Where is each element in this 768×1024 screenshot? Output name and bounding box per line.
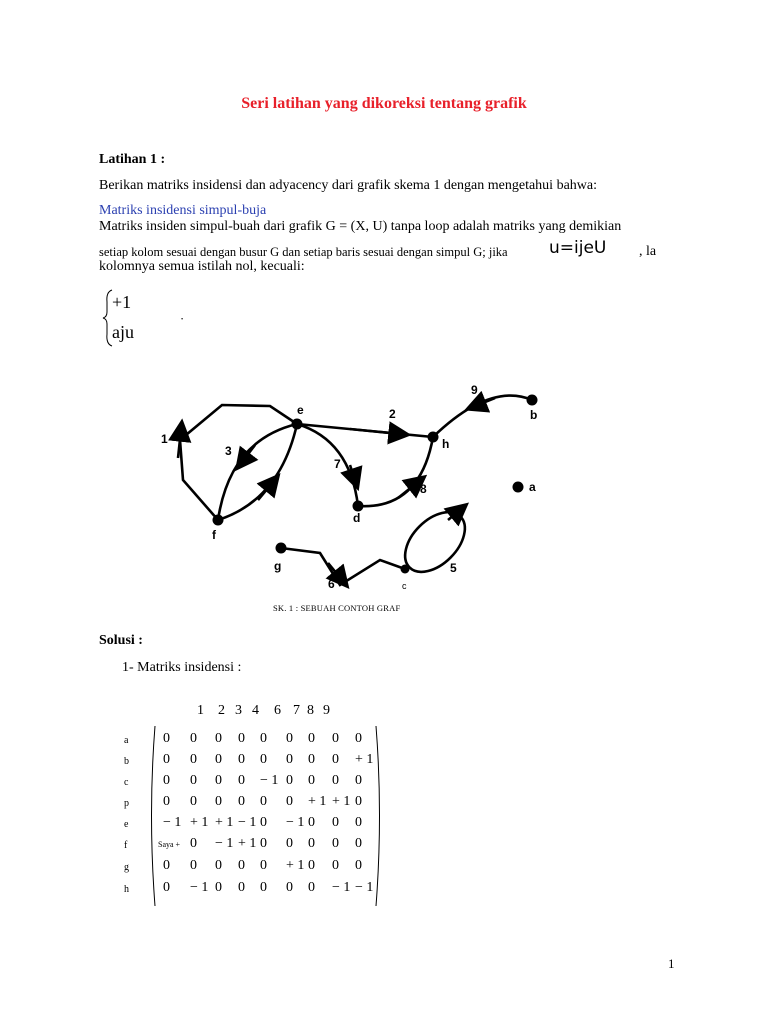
matrix-cell: 0 — [355, 731, 362, 746]
matrix-row-label: b — [124, 756, 129, 767]
label-edge-4: 4 — [264, 479, 271, 493]
matrix-brackets — [100, 700, 400, 910]
paragraph-line-3: kolomnya semua istilah nol, kecuali: — [99, 259, 305, 274]
matrix-cell: 0 — [286, 880, 293, 895]
matrix-cell: 0 — [238, 794, 245, 809]
graph-figure — [150, 370, 570, 600]
matrix-cell: 0 — [286, 773, 293, 788]
matrix-cell: + 1 — [215, 815, 234, 830]
matrix-cell: 0 — [355, 794, 362, 809]
page-number: 1 — [668, 956, 675, 971]
subheading-link[interactable]: Matriks insidensi simpul-buja — [99, 203, 267, 218]
matrix-row-label: a — [124, 735, 129, 746]
incidence-matrix — [100, 700, 400, 910]
matrix-cell: 0 — [308, 836, 315, 851]
matrix-cell: 0 — [215, 794, 222, 809]
label-edge-6: 6 — [328, 577, 335, 591]
formula-inline: u=ijeU — [549, 238, 607, 258]
exercise-heading: Latihan 1 : — [99, 152, 166, 167]
matrix-cell: 0 — [215, 858, 222, 873]
label-node-f: f — [212, 528, 216, 542]
label-edge-9: 9 — [471, 383, 478, 397]
matrix-cell: 0 — [190, 794, 197, 809]
matrix-col-header: 3 — [235, 703, 242, 718]
edge-6 — [281, 548, 405, 585]
matrix-col-header: 1 — [197, 703, 204, 718]
matrix-cell: + 1 — [190, 815, 209, 830]
edge-7 — [297, 424, 358, 506]
matrix-cell: 0 — [215, 752, 222, 767]
matrix-cell: − 1 — [286, 815, 305, 830]
matrix-cell: 0 — [332, 836, 339, 851]
edge-4 — [218, 424, 297, 520]
matrix-cell: 0 — [260, 858, 267, 873]
solution-heading: Solusi : — [99, 633, 143, 648]
matrix-cell: 0 — [190, 773, 197, 788]
matrix-row-label: h — [124, 884, 129, 895]
matrix-cell: 0 — [163, 731, 170, 746]
label-edge-2: 2 — [389, 407, 396, 421]
matrix-cell: 0 — [215, 773, 222, 788]
matrix-cell: 0 — [286, 731, 293, 746]
matrix-cell: + 1 — [355, 752, 374, 767]
matrix-cell: + 1 — [238, 836, 257, 851]
node-e — [292, 419, 303, 430]
matrix-col-header: 7 — [293, 703, 300, 718]
case-plus-one: +1 — [112, 292, 132, 312]
matrix-cell: 0 — [190, 752, 197, 767]
matrix-cell: 0 — [238, 880, 245, 895]
matrix-cell: 0 — [260, 815, 267, 830]
matrix-cell: 0 — [163, 880, 170, 895]
node-h — [428, 432, 439, 443]
matrix-cell: Saya + — [158, 840, 181, 849]
matrix-cell: 0 — [332, 815, 339, 830]
matrix-row-label: c — [124, 777, 129, 788]
matrix-row-label: e — [124, 819, 129, 830]
matrix-cell: 0 — [308, 880, 315, 895]
matrix-cell: 0 — [286, 794, 293, 809]
paragraph-line-2: setiap kolom sesuai dengan busur G dan setiap baris sesuai dengan simpul G; jika — [99, 245, 508, 259]
matrix-cell: 0 — [260, 794, 267, 809]
matrix-cell: 0 — [260, 731, 267, 746]
label-node-a: a — [529, 480, 536, 494]
matrix-cell: 0 — [215, 731, 222, 746]
label-node-c: c — [402, 581, 407, 591]
matrix-cell: 0 — [190, 858, 197, 873]
label-edge-3: 3 — [225, 444, 232, 458]
figure-caption: SK. 1 : SEBUAH CONTOH GRAF — [273, 603, 401, 613]
matrix-cell: 0 — [238, 731, 245, 746]
matrix-cell: 0 — [238, 858, 245, 873]
matrix-cell: − 1 — [190, 880, 209, 895]
node-b — [527, 395, 538, 406]
label-edge-1: 1 — [161, 432, 168, 446]
matrix-cell: 0 — [190, 836, 197, 851]
matrix-cell: 0 — [163, 752, 170, 767]
matrix-cell: 0 — [308, 752, 315, 767]
matrix-row-label: p — [124, 798, 129, 809]
matrix-cell: + 1 — [332, 794, 351, 809]
node-a — [513, 482, 524, 493]
matrix-col-header: 2 — [218, 703, 225, 718]
matrix-cell: 0 — [355, 858, 362, 873]
case-dot: · — [180, 312, 185, 326]
matrix-cell: − 1 — [215, 836, 234, 851]
matrix-cell: 0 — [332, 731, 339, 746]
label-node-d: d — [353, 511, 361, 525]
paragraph-line-2-end: , la — [639, 244, 657, 259]
node-d — [353, 501, 364, 512]
matrix-cell: 0 — [286, 836, 293, 851]
matrix-cell: − 1 — [332, 880, 351, 895]
matrix-col-header: 4 — [252, 703, 259, 718]
matrix-cell: 0 — [355, 815, 362, 830]
edge-3 — [218, 424, 297, 520]
matrix-col-header: 9 — [323, 703, 330, 718]
matrix-cell: 0 — [355, 836, 362, 851]
matrix-cell: + 1 — [286, 858, 305, 873]
matrix-cell: 0 — [260, 836, 267, 851]
matrix-cell: 0 — [308, 773, 315, 788]
matrix-cell: 0 — [308, 731, 315, 746]
matrix-cell: 0 — [308, 858, 315, 873]
page-title: Seri latihan yang dikoreksi tentang grafik — [241, 95, 527, 112]
matrix-cell: 0 — [238, 752, 245, 767]
label-node-g: g — [274, 559, 282, 573]
case-aju: aju — [112, 322, 134, 342]
matrix-cell: 0 — [260, 880, 267, 895]
matrix-cell: 0 — [238, 773, 245, 788]
matrix-cell: 0 — [355, 773, 362, 788]
matrix-right-bracket — [376, 726, 380, 906]
node-f — [213, 515, 224, 526]
matrix-cell: 0 — [308, 815, 315, 830]
label-node-b: b — [530, 408, 538, 422]
matrix-col-header: 6 — [274, 703, 281, 718]
matrix-col-header: 8 — [307, 703, 314, 718]
label-edge-8: 8 — [420, 482, 427, 496]
matrix-cell: − 1 — [355, 880, 374, 895]
label-node-h: h — [442, 437, 450, 451]
matrix-left-bracket — [152, 726, 156, 906]
matrix-cell: − 1 — [238, 815, 257, 830]
matrix-cell: 0 — [163, 794, 170, 809]
instruction-text: Berikan matriks insidensi dan adyacency dari grafik skema 1 dengan mengetahui bahwa: — [99, 178, 597, 193]
matrix-cell: 0 — [332, 858, 339, 873]
label-node-e: e — [297, 403, 304, 417]
paragraph-line-1: Matriks insiden simpul-buah dari grafik G = (X, U) tanpa loop adalah matriks yang demikian — [99, 219, 622, 234]
matrix-cell: − 1 — [260, 773, 279, 788]
matrix-cell: 0 — [260, 752, 267, 767]
label-edge-7: 7 — [334, 457, 341, 471]
matrix-cell: − 1 — [163, 815, 182, 830]
label-edge-5: 5 — [450, 561, 457, 575]
node-g — [276, 543, 287, 554]
matrix-cell: 0 — [163, 773, 170, 788]
matrix-cell: 0 — [215, 880, 222, 895]
matrix-row-label: f — [124, 840, 128, 851]
matrix-row-label: g — [124, 862, 129, 873]
solution-item: 1- Matriks insidensi : — [122, 660, 242, 675]
node-c — [401, 565, 410, 574]
matrix-cell: 0 — [190, 731, 197, 746]
matrix-cell: + 1 — [308, 794, 327, 809]
matrix-cell: 0 — [332, 752, 339, 767]
matrix-cell: 0 — [286, 752, 293, 767]
matrix-cell: 0 — [332, 773, 339, 788]
matrix-cell: 0 — [163, 858, 170, 873]
